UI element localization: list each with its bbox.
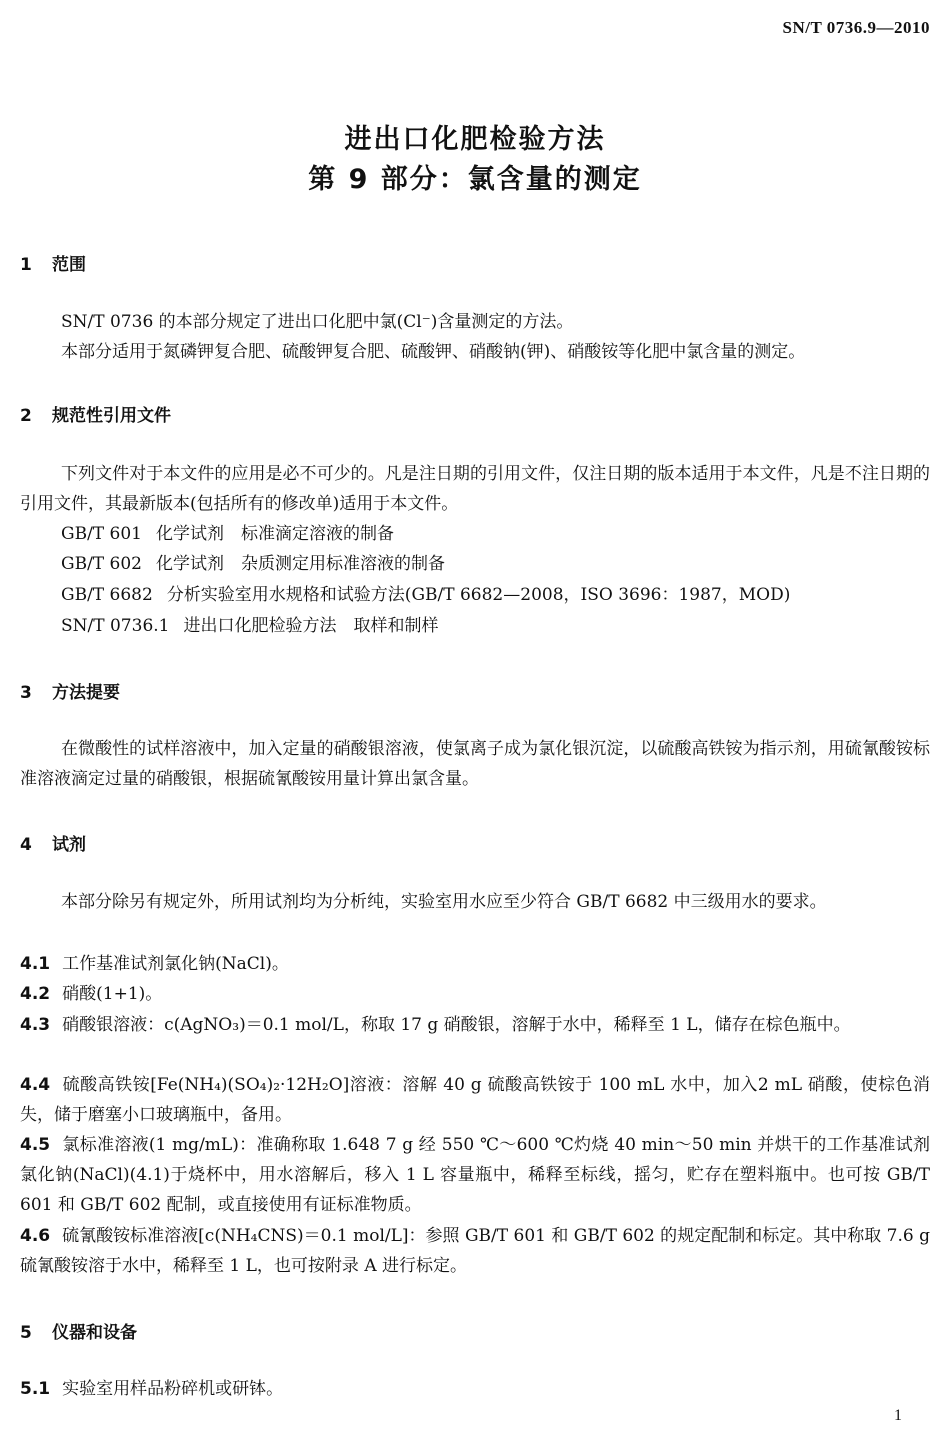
- clause-text: 实验室用样品粉碎机或研钵。: [62, 1379, 284, 1399]
- clause-4-4: [20, 1070, 930, 1130]
- document-title-line-2: 第 9 部分：氯含量的测定: [308, 164, 642, 195]
- document-title-line-1: 进出口化肥检验方法: [344, 124, 606, 155]
- reference-title: 化学试剂 标准滴定溶液的制备: [156, 524, 394, 544]
- clause-number: 4.1: [20, 954, 51, 974]
- section-4-heading: [20, 830, 86, 855]
- clause-5-1: [20, 1374, 930, 1404]
- clause-text: 硫酸高铁铵[Fe(NH₄)(SO₄)₂·12H₂O]溶液：溶解 40 g 硫酸高铁铵于 100 mL 水中，加入2 mL 硝酸，使棕色消失，储于磨塞小口玻璃瓶中，备用。: [20, 1075, 930, 1125]
- normative-reference: [61, 580, 790, 610]
- clause-4-3: [20, 1010, 930, 1040]
- clause-text: 硫氰酸铵标准溶液[c(NH₄CNS)＝0.1 mol/L]：参照 GB/T 601 和 GB/T 602 的规定配制和标定。其中称取 7.6 g 硫氰酸铵溶于水中，稀释至 1 L，也可按附录 A 进行标定。: [20, 1226, 930, 1276]
- section-5-heading: [20, 1318, 137, 1343]
- clause-number: 4.6: [20, 1226, 51, 1246]
- section-title: 方法提要: [52, 683, 120, 703]
- reference-code: GB/T 602: [61, 554, 142, 574]
- clause-number: 5.1: [20, 1379, 51, 1399]
- reference-code: GB/T 6682: [61, 585, 153, 605]
- reference-code: GB/T 601: [61, 524, 142, 544]
- reference-title: 进出口化肥检验方法 取样和制样: [183, 616, 439, 636]
- section-title: 仪器和设备: [52, 1323, 137, 1343]
- section-3-paragraph-1: 在微酸性的试样溶液中，加入定量的硝酸银溶液，使氯离子成为氯化银沉淀，以硫酸高铁铵为指示剂，用硫氰酸铵标准溶液滴定过量的硝酸银，根据硫氰酸铵用量计算出氯含量。: [20, 739, 930, 789]
- page-number: 1: [894, 1407, 902, 1424]
- section-1-paragraph-1: SN/T 0736 的本部分规定了进出口化肥中氯(Cl⁻)含量测定的方法。: [61, 312, 574, 332]
- clause-4-5: [20, 1130, 930, 1220]
- section-3-heading: [20, 678, 120, 703]
- reference-title: 化学试剂 杂质测定用标准溶液的制备: [156, 554, 445, 574]
- clause-number: 4.5: [20, 1135, 51, 1155]
- clause-text: 氯标准溶液(1 mg/mL)：准确称取 1.648 7 g 经 550 ℃～600 ℃灼烧 40 min～50 min 并烘干的工作基准试剂氯化钠(NaCl)(4.1)于烧杯中，用水溶解后，移入 1 L 容量瓶中，稀释至标线，摇匀，贮存在塑料瓶中。也可按 GB/T 601 和 GB/T 602 配制，或直接使用有证标准物质。: [20, 1135, 930, 1215]
- reference-title: 分析实验室用水规格和试验方法(GB/T 6682—2008，ISO 3696：1987，MOD): [166, 585, 791, 605]
- clause-4-1: [20, 949, 930, 979]
- section-title: 试剂: [52, 835, 86, 855]
- section-1-heading: [20, 250, 86, 275]
- clause-number: 4.4: [20, 1075, 51, 1095]
- section-title: 范围: [52, 255, 86, 275]
- clause-text: 硝酸(1+1)。: [62, 984, 163, 1004]
- normative-reference: [61, 549, 445, 579]
- section-number: 5: [20, 1323, 32, 1343]
- normative-reference: [61, 519, 394, 549]
- normative-reference: [61, 611, 438, 641]
- section-number: 4: [20, 835, 32, 855]
- section-4-paragraph-1: 本部分除另有规定外，所用试剂均为分析纯，实验室用水应至少符合 GB/T 6682 中三级用水的要求。: [61, 892, 827, 912]
- section-number: 3: [20, 683, 32, 703]
- section-number: 2: [20, 406, 32, 426]
- section-number: 1: [20, 255, 32, 275]
- standard-number: SN/T 0736.9—2010: [782, 18, 930, 37]
- section-1-paragraph-2: 本部分适用于氮磷钾复合肥、硫酸钾复合肥、硫酸钾、硝酸钠(钾)、硝酸铵等化肥中氯含量的测定。: [61, 342, 806, 362]
- clause-4-6: [20, 1221, 930, 1281]
- clause-4-2: [20, 979, 930, 1009]
- section-2-paragraph-1: 下列文件对于本文件的应用是必不可少的。凡是注日期的引用文件，仅注日期的版本适用于本文件，凡是不注日期的引用文件，其最新版本(包括所有的修改单)适用于本文件。: [20, 464, 930, 514]
- section-2-heading: [20, 401, 171, 426]
- clause-number: 4.2: [20, 984, 51, 1004]
- section-title: 规范性引用文件: [52, 406, 171, 426]
- clause-text: 工作基准试剂氯化钠(NaCl)。: [62, 954, 289, 974]
- clause-text: 硝酸银溶液：c(AgNO₃)＝0.1 mol/L，称取 17 g 硝酸银，溶解于水中，稀释至 1 L，储存在棕色瓶中。: [62, 1015, 851, 1035]
- reference-code: SN/T 0736.1: [61, 616, 170, 636]
- clause-number: 4.3: [20, 1015, 51, 1035]
